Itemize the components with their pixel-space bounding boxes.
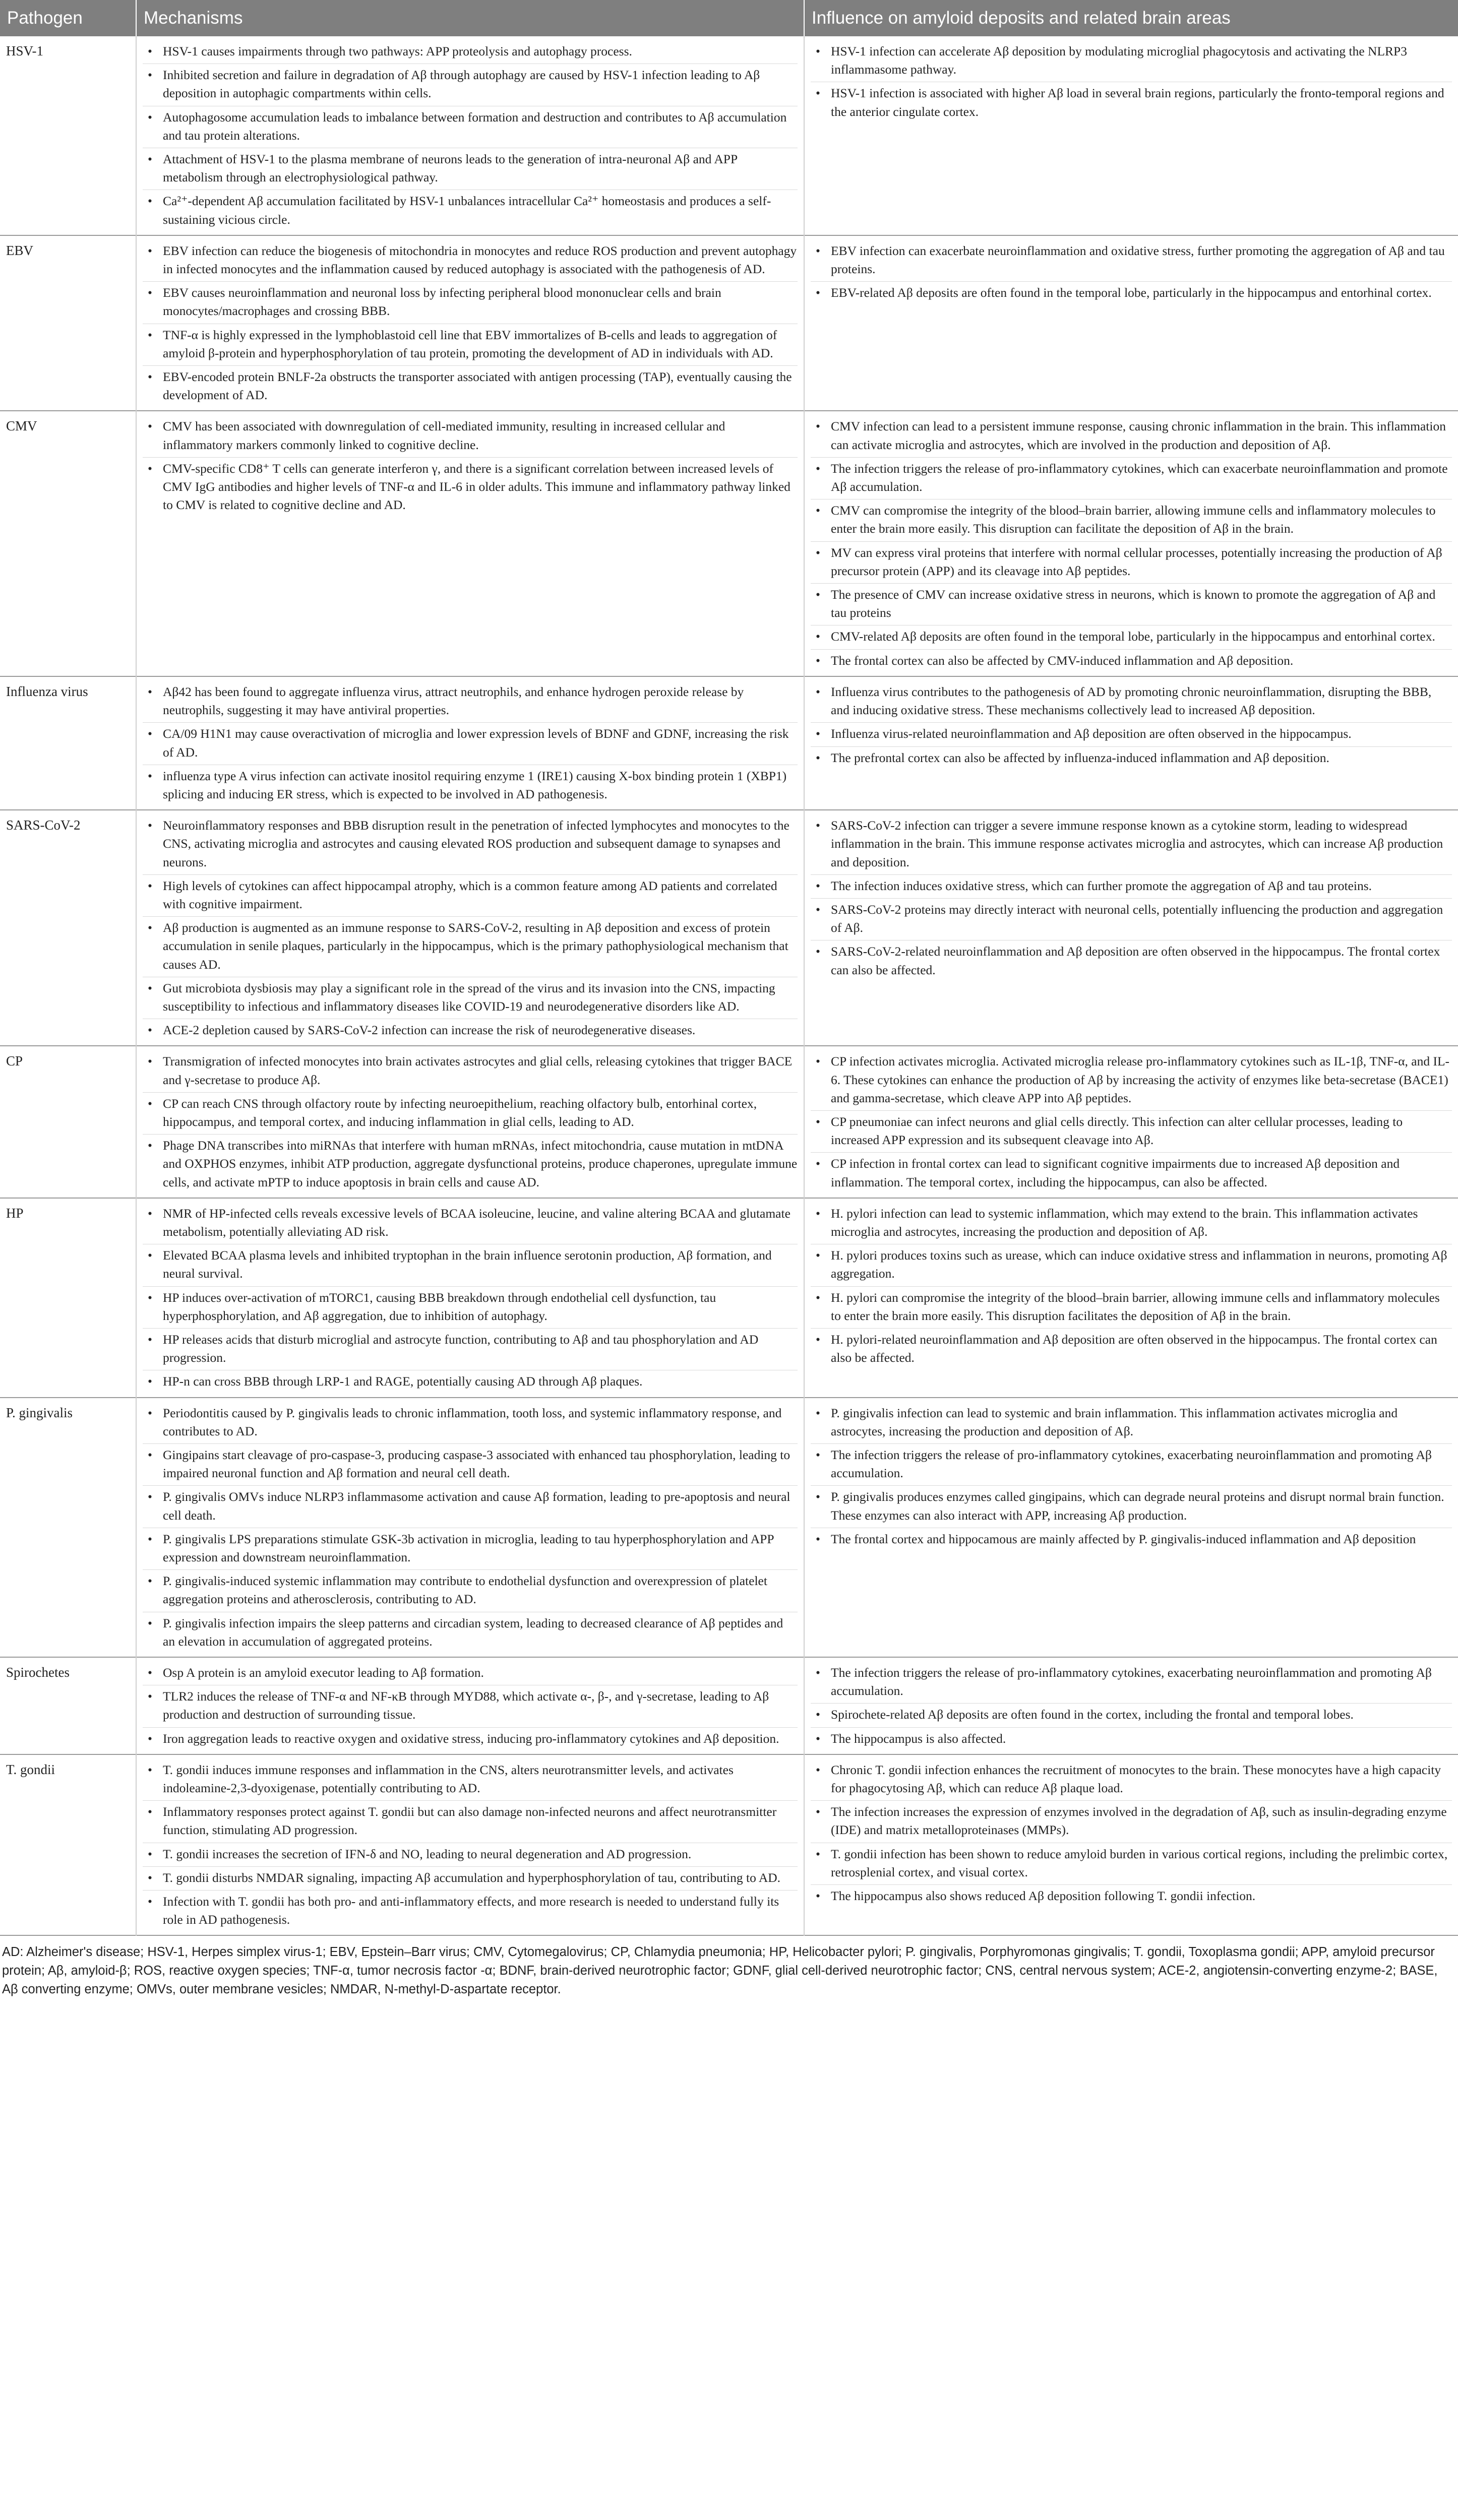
- list-item: • CA/09 H1N1 may cause overactivation of microglia and lower expression levels of BDNF and GDNF, increasing the risk of AD.: [143, 723, 798, 765]
- influence-cell: [804, 1754, 1458, 1936]
- influence-list: [811, 1402, 1452, 1551]
- list-item: • EBV infection can exacerbate neuroinflammation and oxidative stress, further promoting the aggregation of Aβ and tau proteins.: [811, 240, 1452, 282]
- list-item: • Inhibited secretion and failure in degradation of Aβ through autophagy are caused by HSV-1 infection leading to Aβ deposition in autophagic compartments within cells.: [143, 64, 798, 106]
- list-item: • Spirochete-related Aβ deposits are often found in the cortex, including the frontal and temporal lobes.: [811, 1704, 1452, 1727]
- pathogen-cell: Influenza virus: [0, 676, 136, 810]
- list-item: • Osp A protein is an amyloid executor leading to Aβ formation.: [143, 1662, 798, 1685]
- list-item: • The infection increases the expression of enzymes involved in the degradation of Aβ, such as insulin-degrading enzyme (IDE) and matrix metalloproteinases (MMPs).: [811, 1801, 1452, 1843]
- table-row: [0, 676, 1458, 810]
- table-footnote: AD: Alzheimer's disease; HSV-1, Herpes simplex virus-1; EBV, Epstein–Barr virus; CMV, Cytomegalovirus; CP, Chlamydia pneumonia; HP, Helicobacter pylori; P. gingivalis, Porphyromonas gingivalis; T. gondii, Toxoplasma gondii; APP, amyloid precursor protein; Aβ, amyloid-β; ROS, reactive oxygen species; TNF-α, tumor necrosis factor -α; BDNF, brain-derived neurotrophic factor; GDNF, glial cell-derived neurotrophic factor; CNS, central nervous system; ACE-2, angiotensin-converting enzyme-2; BASE, Aβ converting enzyme; OMVs, outer membrane vesicles; NMDAR, N-methyl-D-aspartate receptor.: [2, 1945, 1438, 1997]
- list-item: • Neuroinflammatory responses and BBB disruption result in the penetration of infected lymphocytes and monocytes to the CNS, activating microglia and astrocytes and causing elevated ROS production and subsequent damage to synapses and neurons.: [143, 814, 798, 875]
- mechanisms-list: [143, 814, 798, 1042]
- list-item: • The infection triggers the release of pro-inflammatory cytokines, which can exacerbate neuroinflammation and promote Aβ accumulation.: [811, 458, 1452, 499]
- mechanisms-cell: [136, 676, 804, 810]
- list-item: • SARS-CoV-2 proteins may directly interact with neuronal cells, potentially influencing the production and aggregation of Aβ.: [811, 899, 1452, 940]
- list-item: • P. gingivalis-induced systemic inflammation may contribute to endothelial dysfunction and overexpression of platelet aggregation proteins and atherosclerosis, contributing to AD.: [143, 1570, 798, 1612]
- mechanisms-list: [143, 415, 798, 517]
- mechanisms-cell: [136, 1398, 804, 1657]
- list-item: • NMR of HP-infected cells reveals excessive levels of BCAA isoleucine, leucine, and valine altering BCAA and glutamate metabolism, potentially alleviating AD risk.: [143, 1203, 798, 1244]
- list-item: • EBV-related Aβ deposits are often found in the temporal lobe, particularly in the hippocampus and entorhinal cortex.: [811, 282, 1452, 305]
- list-item: • The hippocampus is also affected.: [811, 1728, 1452, 1751]
- mechanisms-list: [143, 240, 798, 408]
- pathogen-cell: Spirochetes: [0, 1657, 136, 1754]
- table-row: [0, 810, 1458, 1046]
- influence-list: [811, 40, 1452, 124]
- influence-cell: [804, 36, 1458, 235]
- influence-list: [811, 1203, 1452, 1370]
- mechanisms-cell: [136, 1198, 804, 1398]
- influence-cell: [804, 411, 1458, 676]
- list-item: • The hippocampus also shows reduced Aβ deposition following T. gondii infection.: [811, 1885, 1452, 1908]
- list-item: • Gut microbiota dysbiosis may play a significant role in the spread of the virus and its invasion into the CNS, impacting susceptibility to infectious and inflammatory diseases like COVID-19 and neurodegenerative disorders like AD.: [143, 977, 798, 1019]
- list-item: • HSV-1 causes impairments through two pathways: APP proteolysis and autophagy process.: [143, 40, 798, 64]
- list-item: • ACE-2 depletion caused by SARS-CoV-2 infection can increase the risk of neurodegenerative diseases.: [143, 1019, 798, 1042]
- list-item: • CMV-related Aβ deposits are often found in the temporal lobe, particularly in the hippocampus and entorhinal cortex.: [811, 625, 1452, 649]
- table-row: [0, 1657, 1458, 1754]
- list-item: • Iron aggregation leads to reactive oxygen and oxidative stress, inducing pro-inflammatory cytokines and Aβ deposition.: [143, 1728, 798, 1751]
- table-row: [0, 411, 1458, 676]
- influence-list: [811, 240, 1452, 305]
- list-item: • Autophagosome accumulation leads to imbalance between formation and destruction and contributes to Aβ accumulation and tau protein alterations.: [143, 106, 798, 148]
- header-pathogen: Pathogen: [0, 0, 136, 36]
- mechanisms-cell: [136, 36, 804, 235]
- influence-cell: [804, 1398, 1458, 1657]
- mechanisms-list: [143, 1402, 798, 1654]
- list-item: • CMV infection can lead to a persistent immune response, causing chronic inflammation in the brain. This inflammation can activate microglia and astrocytes, which are involved in the production and deposition of Aβ.: [811, 415, 1452, 457]
- pathogen-cell: T. gondii: [0, 1754, 136, 1936]
- list-item: • HSV-1 infection can accelerate Aβ deposition by modulating microglial phagocytosis and activating the NLRP3 inflammasome pathway.: [811, 40, 1452, 82]
- pathogen-cell: SARS-CoV-2: [0, 810, 136, 1046]
- mechanisms-list: [143, 40, 798, 232]
- influence-list: [811, 1050, 1452, 1194]
- list-item: • Inflammatory responses protect against T. gondii but can also damage non-infected neurons and affect neurotransmitter function, stimulating AD progression.: [143, 1801, 798, 1843]
- list-item: • Aβ production is augmented as an immune response to SARS-CoV-2, resulting in Aβ deposition and excess of protein accumulation in senile plaques, particularly in the hippocampus, which is the primary pathophysiological mechanism that causes AD.: [143, 917, 798, 977]
- list-item: • HP induces over-activation of mTORC1, causing BBB breakdown through endothelial cell dysfunction, tau hyperphosphorylation, and Aβ aggregation, due to inhibition of autophagy.: [143, 1287, 798, 1329]
- mechanisms-cell: [136, 810, 804, 1046]
- mechanisms-cell: [136, 411, 804, 676]
- pathogen-cell: CMV: [0, 411, 136, 676]
- list-item: • CMV-specific CD8⁺ T cells can generate interferon γ, and there is a significant correlation between increased levels of CMV IgG antibodies and higher levels of TNF-α and IL-6 in older adults. This immune and inflammatory pathway linked to CMV is related to cognitive decline and AD.: [143, 458, 798, 518]
- list-item: • HP-n can cross BBB through LRP-1 and RAGE, potentially causing AD through Aβ plaques.: [143, 1370, 798, 1394]
- table-header-row: [0, 0, 1458, 36]
- list-item: • CMV can compromise the integrity of the blood–brain barrier, allowing immune cells and inflammatory molecules to enter the brain more easily. This disruption can facilitate the deposition of Aβ in the brain.: [811, 499, 1452, 541]
- list-item: • TLR2 induces the release of TNF-α and NF-κB through MYD88, which activate α-, β-, and γ-secretase, leading to Aβ production and destruction of surrounding tissue.: [143, 1685, 798, 1727]
- list-item: • The infection triggers the release of pro-inflammatory cytokines, exacerbating neuroinflammation and promoting Aβ accumulation.: [811, 1444, 1452, 1486]
- list-item: • MV can express viral proteins that interfere with normal cellular processes, potentially increasing the production of Aβ precursor protein (APP) and its cleavage into Aβ peptides.: [811, 542, 1452, 584]
- list-item: • Influenza virus contributes to the pathogenesis of AD by promoting chronic neuroinflammation, disrupting the BBB, and inducing oxidative stress. These mechanisms collectively lead to increased Aβ deposition.: [811, 681, 1452, 723]
- list-item: • P. gingivalis infection impairs the sleep patterns and circadian system, leading to decreased clearance of Aβ peptides and an elevation in accumulation of aggregated proteins.: [143, 1612, 798, 1654]
- list-item: • P. gingivalis infection can lead to systemic and brain inflammation. This inflammation activates microglia and astrocytes, increasing the production and deposition of Aβ.: [811, 1402, 1452, 1444]
- influence-list: [811, 1759, 1452, 1908]
- list-item: • P. gingivalis OMVs induce NLRP3 inflammasome activation and cause Aβ formation, leading to pre-apoptosis and neural cell death.: [143, 1486, 798, 1528]
- table-row: [0, 36, 1458, 235]
- header-influence: Influence on amyloid deposits and related brain areas: [804, 0, 1458, 36]
- influence-cell: [804, 235, 1458, 411]
- list-item: • The frontal cortex and hippocamous are mainly affected by P. gingivalis-induced inflammation and Aβ deposition: [811, 1528, 1452, 1551]
- table-row: [0, 1398, 1458, 1657]
- table-row: [0, 1754, 1458, 1936]
- list-item: • Chronic T. gondii infection enhances the recruitment of monocytes to the brain. These monocytes have a high capacity for phagocytosing Aβ, which can reduce Aβ plaque load.: [811, 1759, 1452, 1801]
- list-item: • EBV-encoded protein BNLF-2a obstructs the transporter associated with antigen processing (TAP), eventually causing the development of AD.: [143, 366, 798, 407]
- pathogen-cell: HSV-1: [0, 36, 136, 235]
- influence-cell: [804, 810, 1458, 1046]
- list-item: • P. gingivalis produces enzymes called gingipains, which can degrade neural proteins and disrupt normal brain function. These enzymes can also interact with APP, increasing Aβ production.: [811, 1486, 1452, 1528]
- mechanisms-cell: [136, 1754, 804, 1936]
- pathogen-cell: CP: [0, 1046, 136, 1198]
- list-item: • H. pylori infection can lead to systemic inflammation, which may extend to the brain. This inflammation activates microglia and astrocytes, increasing the production and deposition of Aβ.: [811, 1203, 1452, 1244]
- list-item: • Periodontitis caused by P. gingivalis leads to chronic inflammation, tooth loss, and systemic inflammatory response, and contributes to AD.: [143, 1402, 798, 1444]
- list-item: • High levels of cytokines can affect hippocampal atrophy, which is a common feature among AD patients and correlated with cognitive impairment.: [143, 875, 798, 917]
- list-item: • HSV-1 infection is associated with higher Aβ load in several brain regions, particularly the fronto-temporal regions and the anterior cingulate cortex.: [811, 82, 1452, 123]
- list-item: • CP infection in frontal cortex can lead to significant cognitive impairments due to increased Aβ deposition and inflammation. The temporal cortex, including the hippocampus, can also be affected.: [811, 1153, 1452, 1194]
- list-item: • The frontal cortex can also be affected by CMV-induced inflammation and Aβ deposition.: [811, 650, 1452, 673]
- list-item: • Aβ42 has been found to aggregate influenza virus, attract neutrophils, and enhance hydrogen peroxide release by neutrophils, suggesting it may have antiviral properties.: [143, 681, 798, 723]
- list-item: • T. gondii disturbs NMDAR signaling, impacting Aβ accumulation and hyperphosphorylation of tau, contributing to AD.: [143, 1867, 798, 1891]
- mechanisms-cell: [136, 235, 804, 411]
- list-item: • T. gondii induces immune responses and inflammation in the CNS, alters neurotransmitter levels, and activates indoleamine-2,3-dyoxigenase, potentially contributing to AD.: [143, 1759, 798, 1801]
- list-item: • Transmigration of infected monocytes into brain activates astrocytes and glial cells, releasing cytokines that trigger BACE and γ-secretase to produce Aβ.: [143, 1050, 798, 1092]
- list-item: • Phage DNA transcribes into miRNAs that interfere with human mRNAs, infect mitochondria, cause mutation in mtDNA and OXPHOS enzymes, inhibit ATP production, aggregate dysfunctional proteins, produce chaperones, upregulate immune cells, and activate mPTP to induce apoptosis in brain cells and cause AD.: [143, 1135, 798, 1194]
- list-item: • Gingipains start cleavage of pro-caspase-3, producing caspase-3 associated with enhanced tau phosphorylation, leading to impaired neuronal function and Aβ formation and neural cell death.: [143, 1444, 798, 1486]
- list-item: • CP pneumoniae can infect neurons and glial cells directly. This infection can alter cellular processes, leading to increased APP expression and its subsequent cleavage into Aβ.: [811, 1111, 1452, 1153]
- list-item: • The prefrontal cortex can also be affected by influenza-induced inflammation and Aβ deposition.: [811, 747, 1452, 770]
- influence-list: [811, 415, 1452, 672]
- influence-cell: [804, 1657, 1458, 1754]
- mechanisms-cell: [136, 1046, 804, 1198]
- list-item: • TNF-α is highly expressed in the lymphoblastoid cell line that EBV immortalizes of B-cells and leads to aggregation of amyloid β-protein and hyperphosphorylation of tau protein, promoting the development of AD in individuals with AD.: [143, 324, 798, 366]
- list-item: • HP releases acids that disturb microglial and astrocyte function, contributing to Aβ and tau phosphorylation and AD progression.: [143, 1329, 798, 1370]
- list-item: • H. pylori produces toxins such as urease, which can induce oxidative stress and inflammation in neurons, promoting Aβ aggregation.: [811, 1244, 1452, 1286]
- influence-cell: [804, 1198, 1458, 1398]
- list-item: • Influenza virus-related neuroinflammation and Aβ deposition are often observed in the hippocampus.: [811, 723, 1452, 746]
- table-row: [0, 1046, 1458, 1198]
- list-item: • CP can reach CNS through olfactory route by infecting neuroepithelium, reaching olfactory bulb, entorhinal cortex, hippocampus, and temporal cortex, and inducing inflammation in glial cells, leading to AD.: [143, 1093, 798, 1135]
- list-item: • EBV infection can reduce the biogenesis of mitochondria in monocytes and reduce ROS production and prevent autophagy in infected monocytes and the inflammation caused by reduced autophagy is associated with the pathogenesis of AD.: [143, 240, 798, 282]
- list-item: • SARS-CoV-2 infection can trigger a severe immune response known as a cytokine storm, leading to widespread inflammation in the brain. This immune response activates microglia and astrocytes, which can increase Aβ production and deposition.: [811, 814, 1452, 875]
- header-mechanisms: Mechanisms: [136, 0, 804, 36]
- mechanisms-list: [143, 1050, 798, 1194]
- list-item: • P. gingivalis LPS preparations stimulate GSK-3b activation in microglia, leading to tau hyperphosphorylation and APP expression and downstream neuroinflammation.: [143, 1528, 798, 1570]
- influence-list: [811, 681, 1452, 770]
- list-item: • The presence of CMV can increase oxidative stress in neurons, which is known to promote the aggregation of Aβ and tau proteins: [811, 584, 1452, 625]
- list-item: • EBV causes neuroinflammation and neuronal loss by infecting peripheral blood mononuclear cells and brain monocytes/macrophages and crossing BBB.: [143, 282, 798, 324]
- list-item: • Ca²⁺-dependent Aβ accumulation facilitated by HSV-1 unbalances intracellular Ca²⁺ homeostasis and produces a self-sustaining vicious circle.: [143, 190, 798, 231]
- table-row: [0, 1198, 1458, 1398]
- list-item: • T. gondii infection has been shown to reduce amyloid burden in various cortical regions, including the prelimbic cortex, retrosplenial cortex, and visual cortex.: [811, 1843, 1452, 1885]
- list-item: • Elevated BCAA plasma levels and inhibited tryptophan in the brain influence serotonin production, Aβ formation, and neural survival.: [143, 1244, 798, 1286]
- list-item: • SARS-CoV-2-related neuroinflammation and Aβ deposition are often observed in the hippocampus. The frontal cortex can also be affected.: [811, 940, 1452, 982]
- mechanisms-list: [143, 681, 798, 806]
- influence-list: [811, 1662, 1452, 1751]
- mechanisms-list: [143, 1203, 798, 1394]
- list-item: • H. pylori-related neuroinflammation and Aβ deposition are often observed in the hippocampus. The frontal cortex can also be affected.: [811, 1329, 1452, 1370]
- list-item: • Attachment of HSV-1 to the plasma membrane of neurons leads to the generation of intra-neuronal Aβ and APP metabolism through an electrophysiological pathway.: [143, 148, 798, 190]
- list-item: • CMV has been associated with downregulation of cell-mediated immunity, resulting in increased cellular and inflammatory markers commonly linked to cognitive decline.: [143, 415, 798, 457]
- list-item: • The infection triggers the release of pro-inflammatory cytokines, exacerbating neuroinflammation and promoting Aβ accumulation.: [811, 1662, 1452, 1704]
- list-item: • The infection induces oxidative stress, which can further promote the aggregation of Aβ and tau proteins.: [811, 875, 1452, 899]
- mechanisms-list: [143, 1662, 798, 1751]
- list-item: • H. pylori can compromise the integrity of the blood–brain barrier, allowing immune cells and inflammatory molecules to enter the brain more easily. This disruption facilitates the deposition of Aβ in the brain.: [811, 1287, 1452, 1329]
- pathogen-cell: EBV: [0, 235, 136, 411]
- table-row: [0, 235, 1458, 411]
- pathogen-cell: P. gingivalis: [0, 1398, 136, 1657]
- influence-cell: [804, 1046, 1458, 1198]
- list-item: • influenza type A virus infection can activate inositol requiring enzyme 1 (IRE1) causing X-box binding protein 1 (XBP1) splicing and inducing ER stress, which is expected to be involved in AD pathogenesis.: [143, 765, 798, 806]
- pathogen-cell: HP: [0, 1198, 136, 1398]
- mechanisms-cell: [136, 1657, 804, 1754]
- list-item: • T. gondii increases the secretion of IFN-δ and NO, leading to neural degeneration and AD progression.: [143, 1843, 798, 1867]
- influence-list: [811, 814, 1452, 982]
- list-item: • Infection with T. gondii has both pro- and anti-inflammatory effects, and more research is needed to understand fully its role in AD pathogenesis.: [143, 1891, 798, 1932]
- influence-cell: [804, 676, 1458, 810]
- mechanisms-list: [143, 1759, 798, 1932]
- list-item: • CP infection activates microglia. Activated microglia release pro-inflammatory cytokines such as IL-1β, TNF-α, and IL-6. These cytokines can enhance the production of Aβ by increasing the activity of enzymes like beta-secretase (BACE1) and gamma-secretase, which cleave APP into Aβ peptides.: [811, 1050, 1452, 1111]
